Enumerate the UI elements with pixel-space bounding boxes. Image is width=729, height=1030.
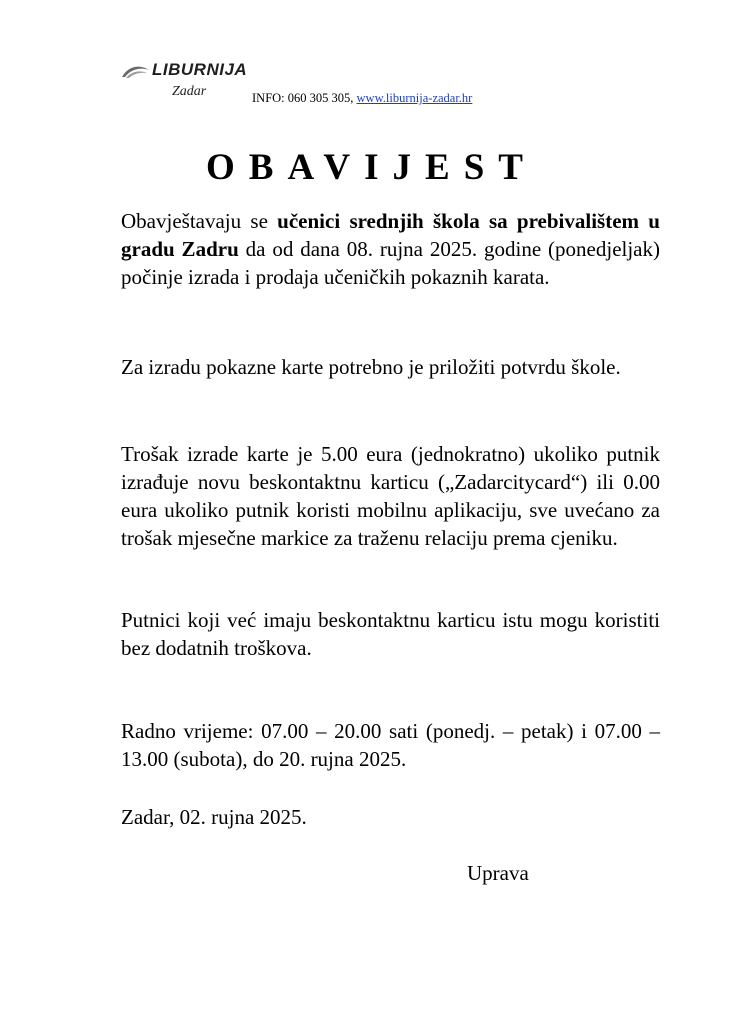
notice-paragraph-costs: Trošak izrade karte je 5.00 eura (jednokratno) ukoliko putnik izrađuje novu beskontaktnu karticu („Zadarcitycard“) ili 0.00 eura ukoliko putnik koristi mobilnu aplikaciju, sve uvećano za trošak mjesečne markice za traženu relaciju prema cjeniku. <box>121 442 660 550</box>
notice-paragraph-working-hours: Radno vrijeme: 07.00 – 20.00 sati (ponedj. – petak) i 07.00 – 13.00 (subota), do 20. rujna 2025. <box>121 719 660 771</box>
signature: Uprava <box>467 861 529 885</box>
intro-text-end: da od dana 08. rujna 2025. godine (ponedjeljak) počinje izrada i prodaja učeničkih pokaznih karata. <box>121 237 660 289</box>
place-date: Zadar, 02. rujna 2025. <box>121 805 307 829</box>
info-phone: INFO: 060 305 305, <box>252 91 354 105</box>
page-title: OBAVIJEST <box>206 147 537 188</box>
logo-name: LIBURNIJA <box>152 60 248 79</box>
info-line <box>252 91 472 106</box>
logo-city: Zadar <box>172 84 207 99</box>
notice-paragraph-intro <box>121 207 660 291</box>
company-logo <box>120 58 250 106</box>
intro-bold-target: učenici srednjih škola sa prebivalištem u gradu Zadru <box>121 209 660 261</box>
notice-paragraph-requirements: Za izradu pokazne karte potrebno je priložiti potvrdu škole. <box>121 355 621 379</box>
website-link[interactable]: www.liburnija-zadar.hr <box>356 91 473 105</box>
notice-paragraph-existing-card: Putnici koji već imaju beskontaktnu karticu istu mogu koristiti bez dodatnih troškova. <box>121 608 660 660</box>
dolphin-wave-logo-icon <box>120 64 150 80</box>
intro-text-start: Obavještavaju se <box>121 209 278 233</box>
